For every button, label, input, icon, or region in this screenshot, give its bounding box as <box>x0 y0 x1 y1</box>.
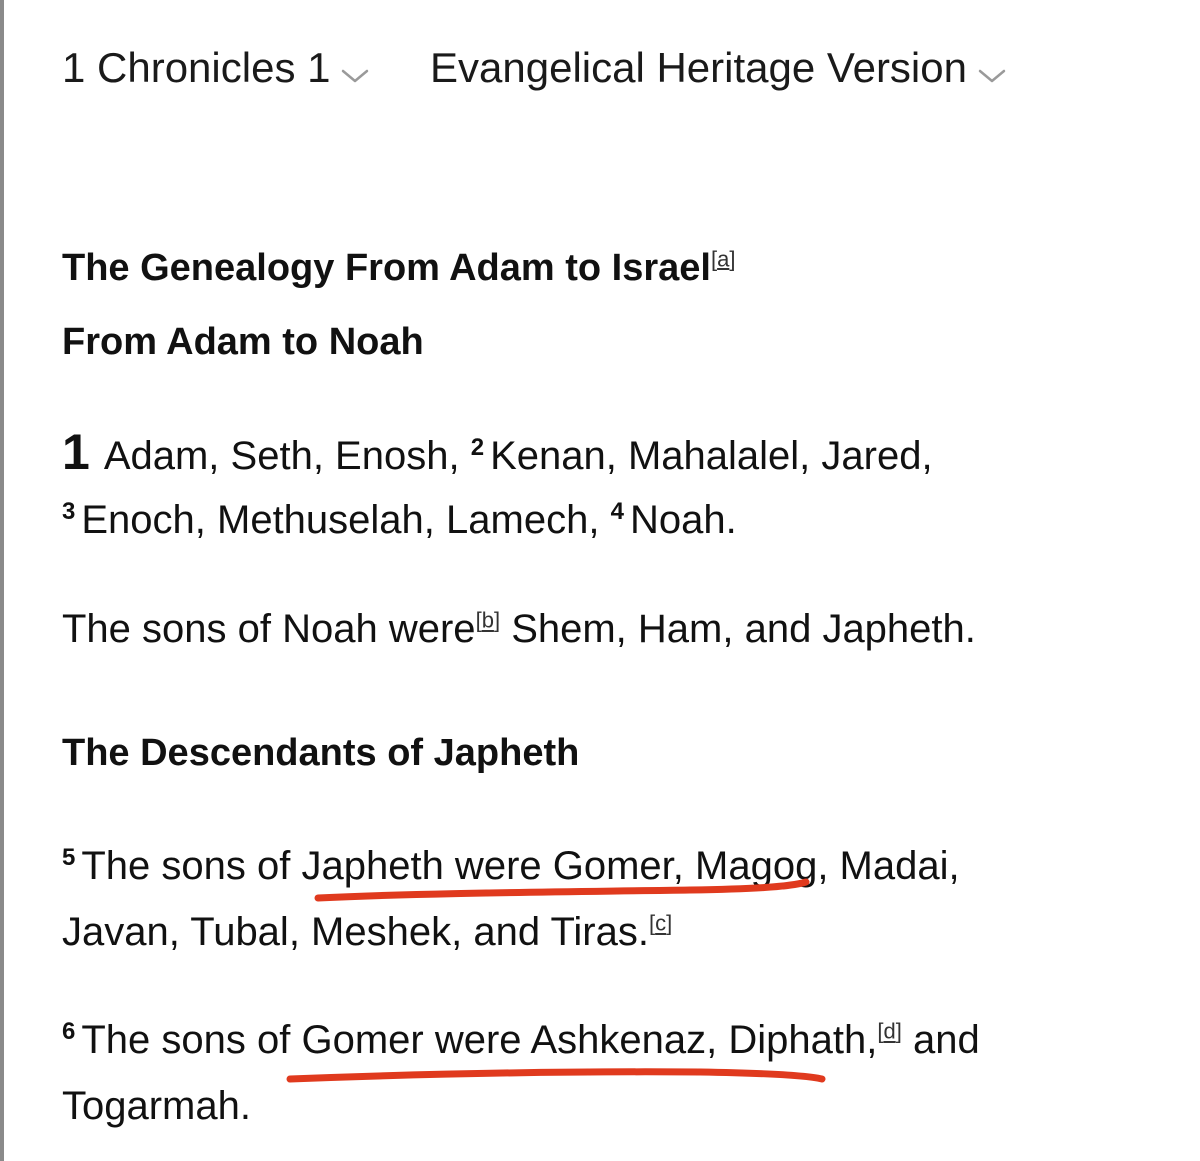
book-chapter-selector[interactable] <box>62 42 370 97</box>
section-heading-genealogy <box>62 244 735 292</box>
section-heading-japheth: The Descendants of Japheth <box>62 732 580 774</box>
verse-number: 4 <box>610 497 624 525</box>
footnote-link-b[interactable]: [b] <box>475 607 501 633</box>
section-heading-text: The Genealogy From Adam to Israel <box>62 247 711 289</box>
version-label: Evangelical Heritage Version <box>430 44 967 91</box>
underline-verse-6 <box>290 1072 822 1079</box>
verse-6-line-1 <box>62 1016 980 1064</box>
chapter-number: 1 <box>62 424 90 480</box>
verse-noah-sons <box>62 605 976 653</box>
verse-5-line-2 <box>62 908 672 956</box>
verse-text: Kenan, Mahalalel, Jared, <box>490 434 933 478</box>
verse-text: Togarmah. <box>62 1084 251 1128</box>
verse-text: and <box>912 1018 980 1062</box>
verse-number: 5 <box>62 843 76 871</box>
verse-text: The sons of Gomer were Ashkenaz, Diphath, <box>81 1018 878 1062</box>
verse-line-2 <box>62 496 737 544</box>
verse-text: Enoch, Methuselah, Lamech, <box>81 498 600 542</box>
footnote-link-c[interactable]: [c] <box>648 910 673 936</box>
verse-text: Javan, Tubal, Meshek, and Tiras. <box>62 910 649 954</box>
book-chapter-label: 1 Chronicles 1 <box>62 44 331 91</box>
subheading-adam-to-noah: From Adam to Noah <box>62 321 424 363</box>
verse-line-1 <box>62 424 933 480</box>
footnote-link-d[interactable]: [d] <box>877 1018 902 1044</box>
verse-number: 3 <box>62 497 76 525</box>
verse-text: Noah. <box>629 498 737 542</box>
verse-text: The sons of Japheth were Gomer, Magog, Madai, <box>81 844 960 888</box>
verse-text: The sons of Noah were <box>62 607 476 651</box>
verse-text: Shem, Ham, and Japheth. <box>511 607 976 651</box>
footnote-link-a[interactable]: [a] <box>710 246 736 272</box>
verse-number: 6 <box>62 1017 76 1045</box>
verse-text: Adam, Seth, Enosh, <box>103 434 460 478</box>
left-edge-rule <box>0 0 4 1161</box>
verse-5-line-1 <box>62 842 960 890</box>
verse-number: 2 <box>470 433 485 461</box>
chevron-down-icon <box>977 45 1007 97</box>
version-selector[interactable] <box>430 42 1007 97</box>
chevron-down-icon <box>340 45 370 97</box>
verse-6-line-2 <box>62 1082 251 1130</box>
